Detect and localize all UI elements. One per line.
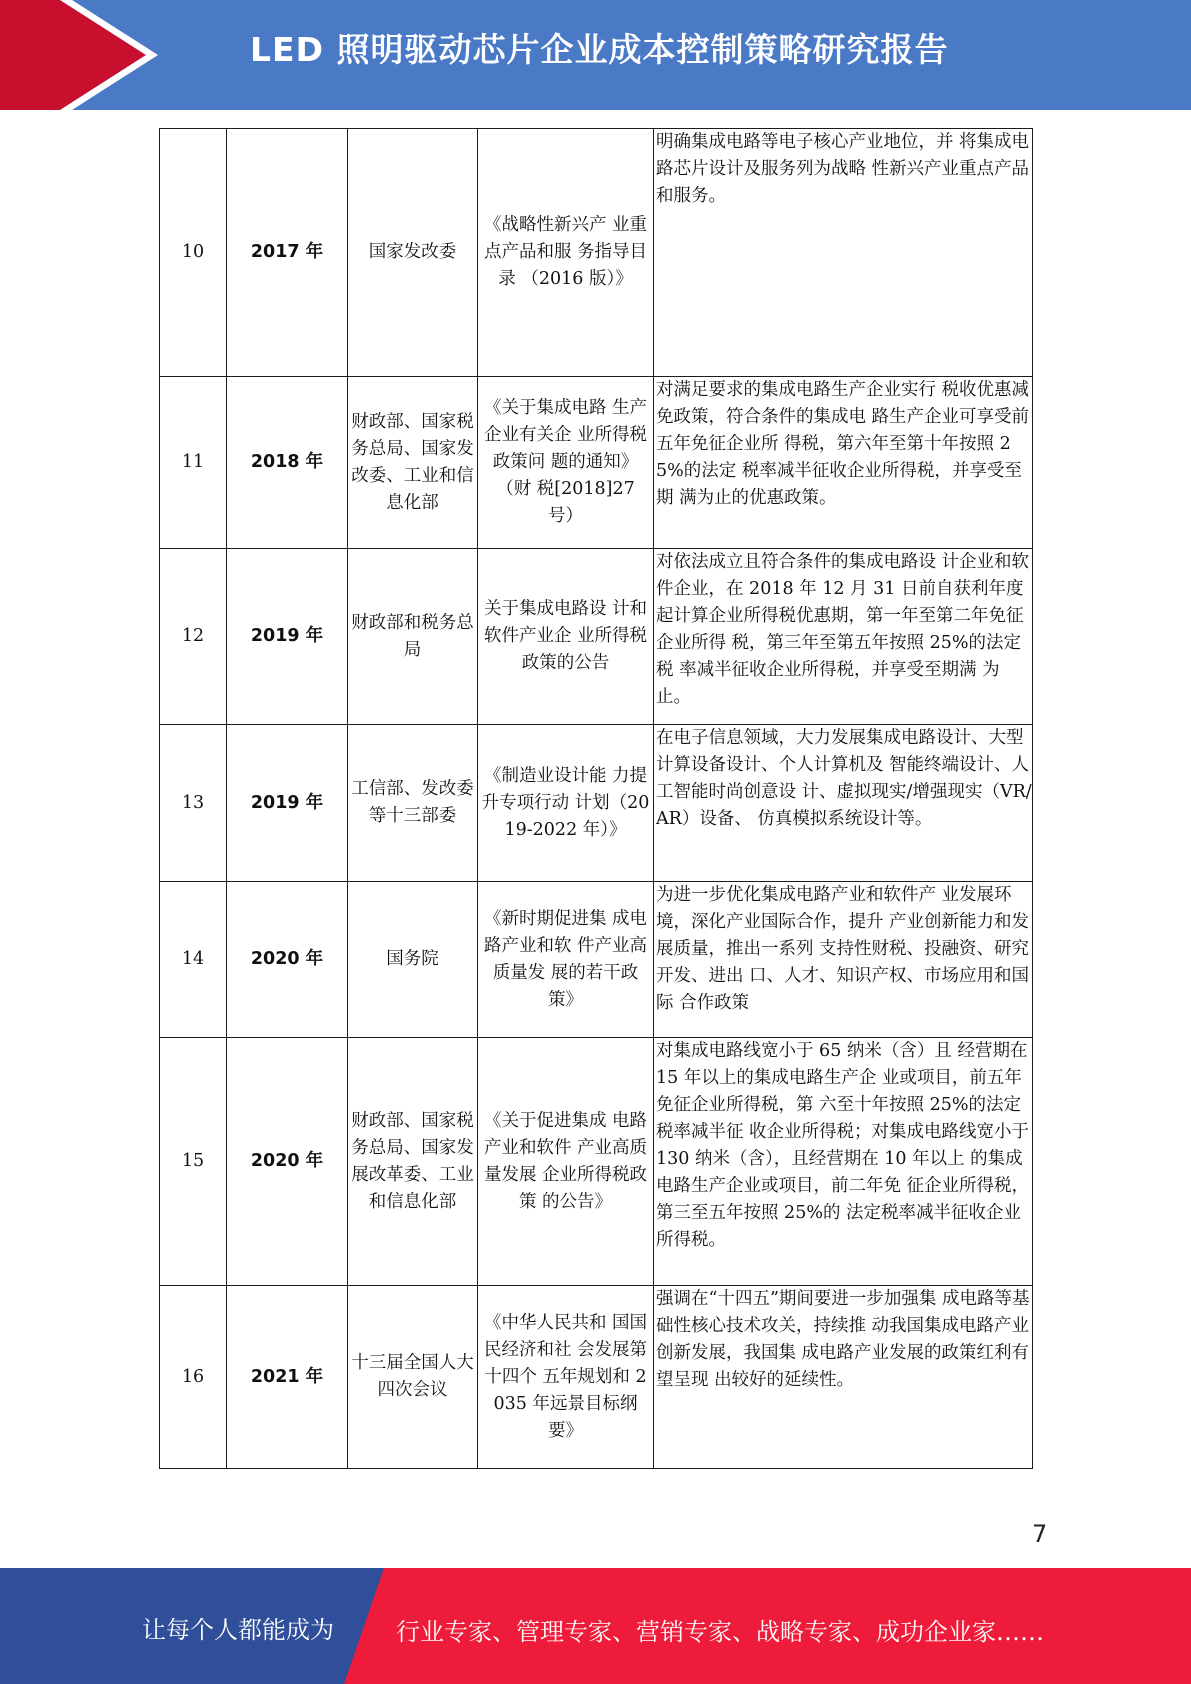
row-document: 关于集成电路设 计和软件产业企 业所得税政策的公告: [478, 549, 654, 725]
row-year: 2019 年: [227, 725, 348, 882]
table-row: [160, 882, 1033, 1038]
row-content: 在电子信息领域，大力发展集成电路设计、大型计算设备设计、个人计算机及 智能终端设计、人工智能时尚创意设 计、虚拟现实/增强现实（VR/AR）设备、 仿真模拟系统设计等。: [654, 725, 1033, 882]
row-document: 《战略性新兴产 业重点产品和服 务指导目录 （2016 版）》: [478, 129, 654, 377]
row-number: 14: [160, 882, 227, 1038]
row-department: 工信部、发改委等十三部委: [348, 725, 478, 882]
row-number: 15: [160, 1038, 227, 1286]
header-chevron-decoration: [0, 0, 160, 110]
row-document: 《关于促进集成 电路产业和软件 产业高质量发展 企业所得税政策 的公告》: [478, 1038, 654, 1286]
row-document: 《制造业设计能 力提升专项行动 计划（2019-2022 年）》: [478, 725, 654, 882]
report-title: LED 照明驱动芯片企业成本控制策略研究报告: [250, 30, 949, 69]
row-content: 对集成电路线宽小于 65 纳米（含）且 经营期在 15 年以上的集成电路生产企 业或项目，前五年免征企业所得税，第 六至十年按照 25%的法定税率减半征 收企业所得税；对集成电路线宽小于 130 纳米（含），且经营期在 10 年以上 的集成电路生产企业或项目，前二年免 征企业所得税，第三至五年按照 25%的 法定税率减半征收企业所得税。: [654, 1038, 1033, 1286]
table-row: [160, 129, 1033, 377]
row-department: 国家发改委: [348, 129, 478, 377]
row-year: 2019 年: [227, 549, 348, 725]
table-row: [160, 725, 1033, 882]
row-department: 财政部和税务总局: [348, 549, 478, 725]
policy-table: [159, 128, 1033, 1469]
footer-banner: [0, 1568, 1191, 1684]
row-department: 十三届全国人大四次会议: [348, 1286, 478, 1469]
row-department: 财政部、国家税务总局、国家发改委、工业和信息化部: [348, 377, 478, 549]
header-banner: [0, 0, 1191, 110]
row-content: 对满足要求的集成电路生产企业实行 税收优惠减免政策，符合条件的集成电 路生产企业可享受前五年免征企业所 得税，第六年至第十年按照 25%的法定 税率减半征收企业所得税，并享受至期 满为止的优惠政策。: [654, 377, 1033, 549]
table-row: [160, 377, 1033, 549]
row-number: 16: [160, 1286, 227, 1469]
footer-slogan-left: 让每个人都能成为: [142, 1616, 334, 1644]
row-number: 11: [160, 377, 227, 549]
page-number: 7: [1032, 1520, 1048, 1548]
row-content: 为进一步优化集成电路产业和软件产 业发展环境，深化产业国际合作，提升 产业创新能力和发展质量，推出一系列 支持性财税、投融资、研究开发、进出 口、人才、知识产权、市场应用和国际 合作政策: [654, 882, 1033, 1038]
table-row: [160, 1286, 1033, 1469]
row-document: 《关于集成电路 生产企业有关企 业所得税政策问 题的通知》（财 税[2018]27 号）: [478, 377, 654, 549]
row-document: 《中华人民共和 国国民经济和社 会发展第十四个 五年规划和 2035 年远景目标纲 要》: [478, 1286, 654, 1469]
table-row: [160, 1038, 1033, 1286]
row-year: 2020 年: [227, 1038, 348, 1286]
row-content: 对依法成立且符合条件的集成电路设 计企业和软件企业，在 2018 年 12 月 31 日前自获利年度起计算企业所得税优惠期，第一年至第二年免征企业所得 税，第三年至第五年按照 25%的法定税 率减半征收企业所得税，并享受至期满 为止。: [654, 549, 1033, 725]
row-content: 明确集成电路等电子核心产业地位，并 将集成电路芯片设计及服务列为战略 性新兴产业重点产品和服务。: [654, 129, 1033, 377]
footer-slogan-right: 行业专家、管理专家、营销专家、战略专家、成功企业家……: [396, 1618, 1044, 1646]
table-row: [160, 549, 1033, 725]
row-year: 2017 年: [227, 129, 348, 377]
row-year: 2020 年: [227, 882, 348, 1038]
row-year: 2018 年: [227, 377, 348, 549]
row-number: 10: [160, 129, 227, 377]
row-content: 强调在“十四五”期间要进一步加强集 成电路等基础性核心技术攻关，持续推 动我国集成电路产业创新发展，我国集 成电路产业发展的政策红利有望呈现 出较好的延续性。: [654, 1286, 1033, 1469]
row-year: 2021 年: [227, 1286, 348, 1469]
row-document: 《新时期促进集 成电路产业和软 件产业高质量发 展的若干政策》: [478, 882, 654, 1038]
row-department: 财政部、国家税务总局、国家发展改革委、工业和信息化部: [348, 1038, 478, 1286]
row-department: 国务院: [348, 882, 478, 1038]
row-number: 13: [160, 725, 227, 882]
row-number: 12: [160, 549, 227, 725]
